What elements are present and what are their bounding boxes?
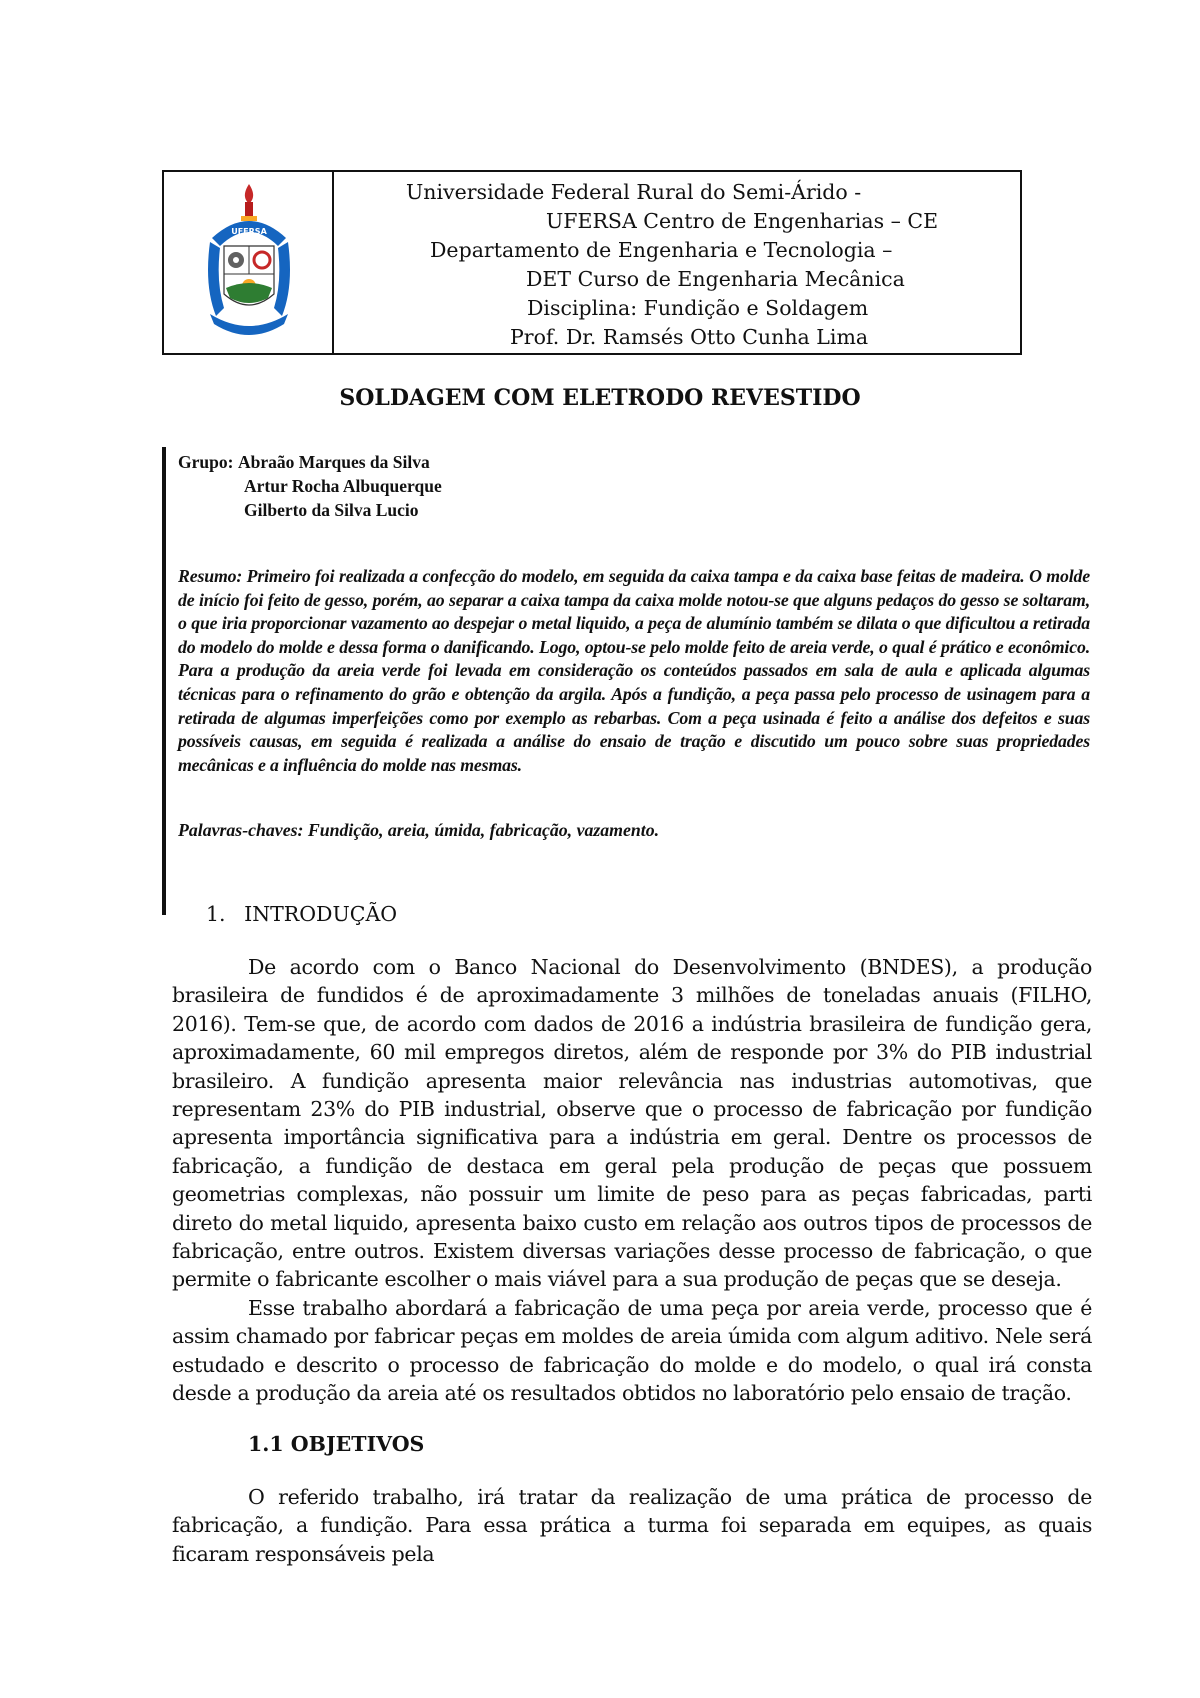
group-member: Gilberto da Silva Lucio xyxy=(244,500,419,520)
body-paragraph: O referido trabalho, irá tratar da realização de uma prática de processo de fabricação, a fundição. Para essa prática a turma foi separada em equipes, as quais ficaram responsáveis pela xyxy=(172,1485,1092,1566)
department-line: Departamento de Engenharia e Tecnologia – xyxy=(430,238,893,262)
section-heading-introduction xyxy=(206,902,397,926)
body-paragraph: De acordo com o Banco Nacional do Desenvolvimento (BNDES), a produção brasileira de fundidos é de aproximadamente 3 milhões de toneladas anuais (FILHO, 2016). Tem-se que, de acordo com dados de 2016 a indústria brasileira de fundição gera, aproximadamente, 60 mil empregos diretos, além de responde por 3% do PIB industrial brasileiro. A fundição apresenta maior relevância nas industrias automotivas, que representam 23% do PIB industrial, observe que o processo de fabricação por fundição apresenta importância significativa para a indústria em geral. Dentre os processos de fabricação, a fundição de destaca em geral pela produção de peças que possuem geometrias complexas, não possuir um limite de peso para as peças fabricadas, parti direto do metal liquido, apresenta baixo custo em relação aos outros tipos de processos de fabricação, entre outros. Existem diversas variações desse processo de fabricação, o que permite o fabricante escolher o mais viável para a sua produção de peças que se deseja. xyxy=(172,955,1092,1292)
institution-header xyxy=(162,170,1022,355)
group-label: Grupo: xyxy=(178,452,234,472)
section-heading-objectives: 1.1 OBJETIVOS xyxy=(248,1432,425,1456)
logo-banner-text: UFERSA xyxy=(231,227,267,236)
ufersa-crest-logo xyxy=(204,176,294,351)
header-text-block xyxy=(336,172,1020,353)
abstract-side-bar xyxy=(162,447,166,915)
course-line: DET Curso de Engenharia Mecânica xyxy=(526,267,905,291)
document-title: SOLDAGEM COM ELETRODO REVESTIDO xyxy=(339,385,861,411)
abstract-text: Resumo: Primeiro foi realizada a confecção do modelo, em seguida da caixa tampa e da caixa base feitas de madeira. O molde de início foi feito de gesso, porém, ao separar a caixa tampa da caixa molde notou-se que alguns pedaços do gesso se soltaram, o que iria proporcionar vazamento ao despejar o metal liquido, a peça de alumínio também se dilata o que dificultou a retirada do modelo do molde e dessa forma o danificando. Logo, optou-se pelo molde feito de areia verde, o qual é prático e econômico. Para a produção da areia verde foi levada em consideração os conteúdos passados em sala de aula e aplicada algumas técnicas para o refinamento do grão e obtenção da argila. Após a fundição, a peça passa pelo processo de usinagem para a retirada de algumas imperfeições como por exemplo as rebarbas. Com a peça usinada é feito a análise dos defeitos e suas possíveis causas, em seguida é realizada a análise do ensaio de tração e discutido um pouco sobre suas propriedades mecânicas e a influência do molde nas mesmas. xyxy=(178,566,1090,775)
body-paragraph: Esse trabalho abordará a fabricação de uma peça por areia verde, processo que é assim chamado por fabricar peças em moldes de areia úmida com algum aditivo. Nele será estudado e descrito o processo de fabricação do molde e do modelo, o qual irá consta desde a produção da areia até os resultados obtidos no laboratório pelo ensaio de tração. xyxy=(172,1296,1092,1406)
section-title: INTRODUÇÃO xyxy=(244,902,398,926)
center-line: UFERSA Centro de Engenharias – CE xyxy=(546,209,939,233)
university-name-line: Universidade Federal Rural do Semi-Árido - xyxy=(406,180,862,204)
professor-line: Prof. Dr. Ramsés Otto Cunha Lima xyxy=(510,325,869,349)
logo-cell xyxy=(164,172,334,353)
keywords-text: Palavras-chaves: Fundição, areia, úmida, fabricação, vazamento. xyxy=(178,820,660,840)
discipline-line: Disciplina: Fundição e Soldagem xyxy=(527,296,869,320)
group-member: Abraão Marques da Silva xyxy=(238,452,430,472)
section-number: 1. xyxy=(206,902,226,926)
group-member: Artur Rocha Albuquerque xyxy=(244,476,442,496)
